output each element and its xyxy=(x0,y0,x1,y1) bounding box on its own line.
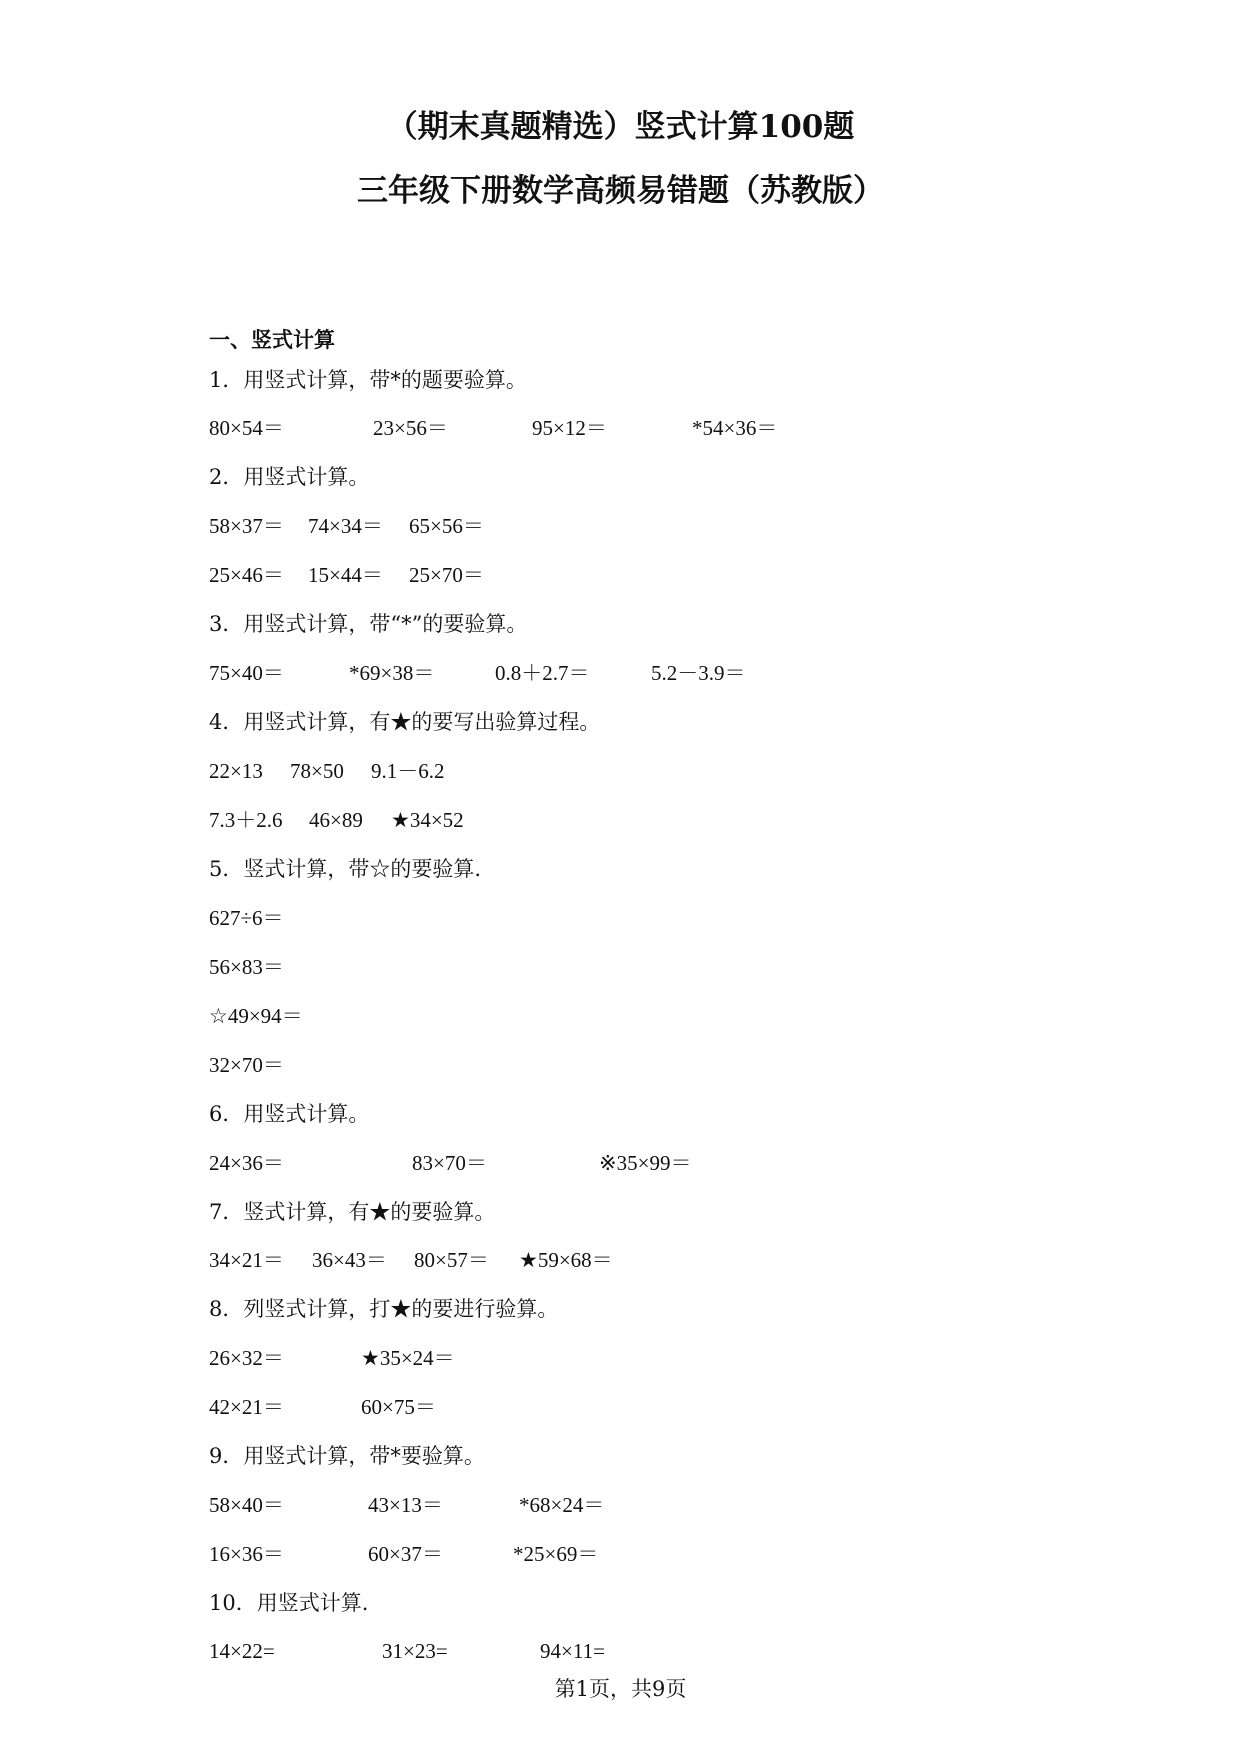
question-4-instruction: 4．用竖式计算，有★的要写出验算过程。 xyxy=(209,710,601,734)
question-2-instruction: 2．用竖式计算。 xyxy=(209,465,370,489)
expression: 43×13＝ xyxy=(368,1493,443,1517)
expression: 36×43＝ xyxy=(312,1248,387,1272)
question-7-instruction: 7．竖式计算，有★的要验算。 xyxy=(209,1200,496,1224)
expression: 56×83＝ xyxy=(209,955,284,979)
question-5-instruction: 5．竖式计算，带☆的要验算. xyxy=(209,857,482,881)
expression: *68×24＝ xyxy=(519,1493,605,1517)
expression: 60×75＝ xyxy=(361,1395,436,1419)
section-heading: 一、竖式计算 xyxy=(209,328,335,352)
expression: ★34×52 xyxy=(391,808,464,832)
expression: 58×40＝ xyxy=(209,1493,284,1517)
page-footer: 第1页，共9页 xyxy=(554,1677,687,1701)
expression: ★35×24＝ xyxy=(361,1346,455,1370)
expression: 14×22= xyxy=(209,1639,275,1663)
question-1-instruction: 1．用竖式计算，带*的题要验算。 xyxy=(209,368,527,392)
title-line-1: （期末真题精选）竖式计算100题 xyxy=(386,109,855,145)
expression: 78×50 xyxy=(290,759,344,783)
expression: 42×21＝ xyxy=(209,1395,284,1419)
expression: 24×36＝ xyxy=(209,1151,284,1175)
expression: 16×36＝ xyxy=(209,1542,284,1566)
title-line-2: 三年级下册数学高频易错题（苏教版） xyxy=(357,173,884,209)
expression: 75×40＝ xyxy=(209,661,284,685)
expression: 32×70＝ xyxy=(209,1053,284,1077)
expression: 94×11= xyxy=(540,1639,605,1663)
expression: 15×44＝ xyxy=(308,563,383,587)
expression: 9.1－6.2 xyxy=(371,759,445,783)
expression: 80×54＝ xyxy=(209,416,284,440)
expression: *54×36＝ xyxy=(692,416,778,440)
expression: 7.3＋2.6 xyxy=(209,808,283,832)
expression: *25×69＝ xyxy=(513,1542,599,1566)
expression: ★59×68＝ xyxy=(519,1248,613,1272)
question-8-instruction: 8．列竖式计算，打★的要进行验算。 xyxy=(209,1297,559,1321)
expression: 46×89 xyxy=(309,808,363,832)
expression: 25×70＝ xyxy=(409,563,484,587)
expression: 25×46＝ xyxy=(209,563,284,587)
expression: 58×37＝ xyxy=(209,514,284,538)
expression: 83×70＝ xyxy=(412,1151,487,1175)
expression: 22×13 xyxy=(209,759,263,783)
question-3-instruction: 3．用竖式计算，带“*”的要验算。 xyxy=(209,612,528,636)
expression: 80×57＝ xyxy=(414,1248,489,1272)
question-10-instruction: 10．用竖式计算. xyxy=(209,1591,369,1615)
expression: ※35×99＝ xyxy=(599,1151,692,1175)
question-6-instruction: 6．用竖式计算。 xyxy=(209,1102,370,1126)
expression: 627÷6＝ xyxy=(209,906,284,930)
expression: ☆49×94＝ xyxy=(209,1004,303,1028)
expression: 74×34＝ xyxy=(308,514,383,538)
question-9-instruction: 9．用竖式计算，带*要验算。 xyxy=(209,1444,485,1468)
expression: 65×56＝ xyxy=(409,514,484,538)
expression: 31×23= xyxy=(382,1639,448,1663)
expression: *69×38＝ xyxy=(349,661,435,685)
expression: 26×32＝ xyxy=(209,1346,284,1370)
expression: 0.8＋2.7＝ xyxy=(495,661,590,685)
expression: 34×21＝ xyxy=(209,1248,284,1272)
expression: 23×56＝ xyxy=(373,416,448,440)
expression: 95×12＝ xyxy=(532,416,607,440)
expression: 5.2－3.9＝ xyxy=(651,661,746,685)
expression: 60×37＝ xyxy=(368,1542,443,1566)
